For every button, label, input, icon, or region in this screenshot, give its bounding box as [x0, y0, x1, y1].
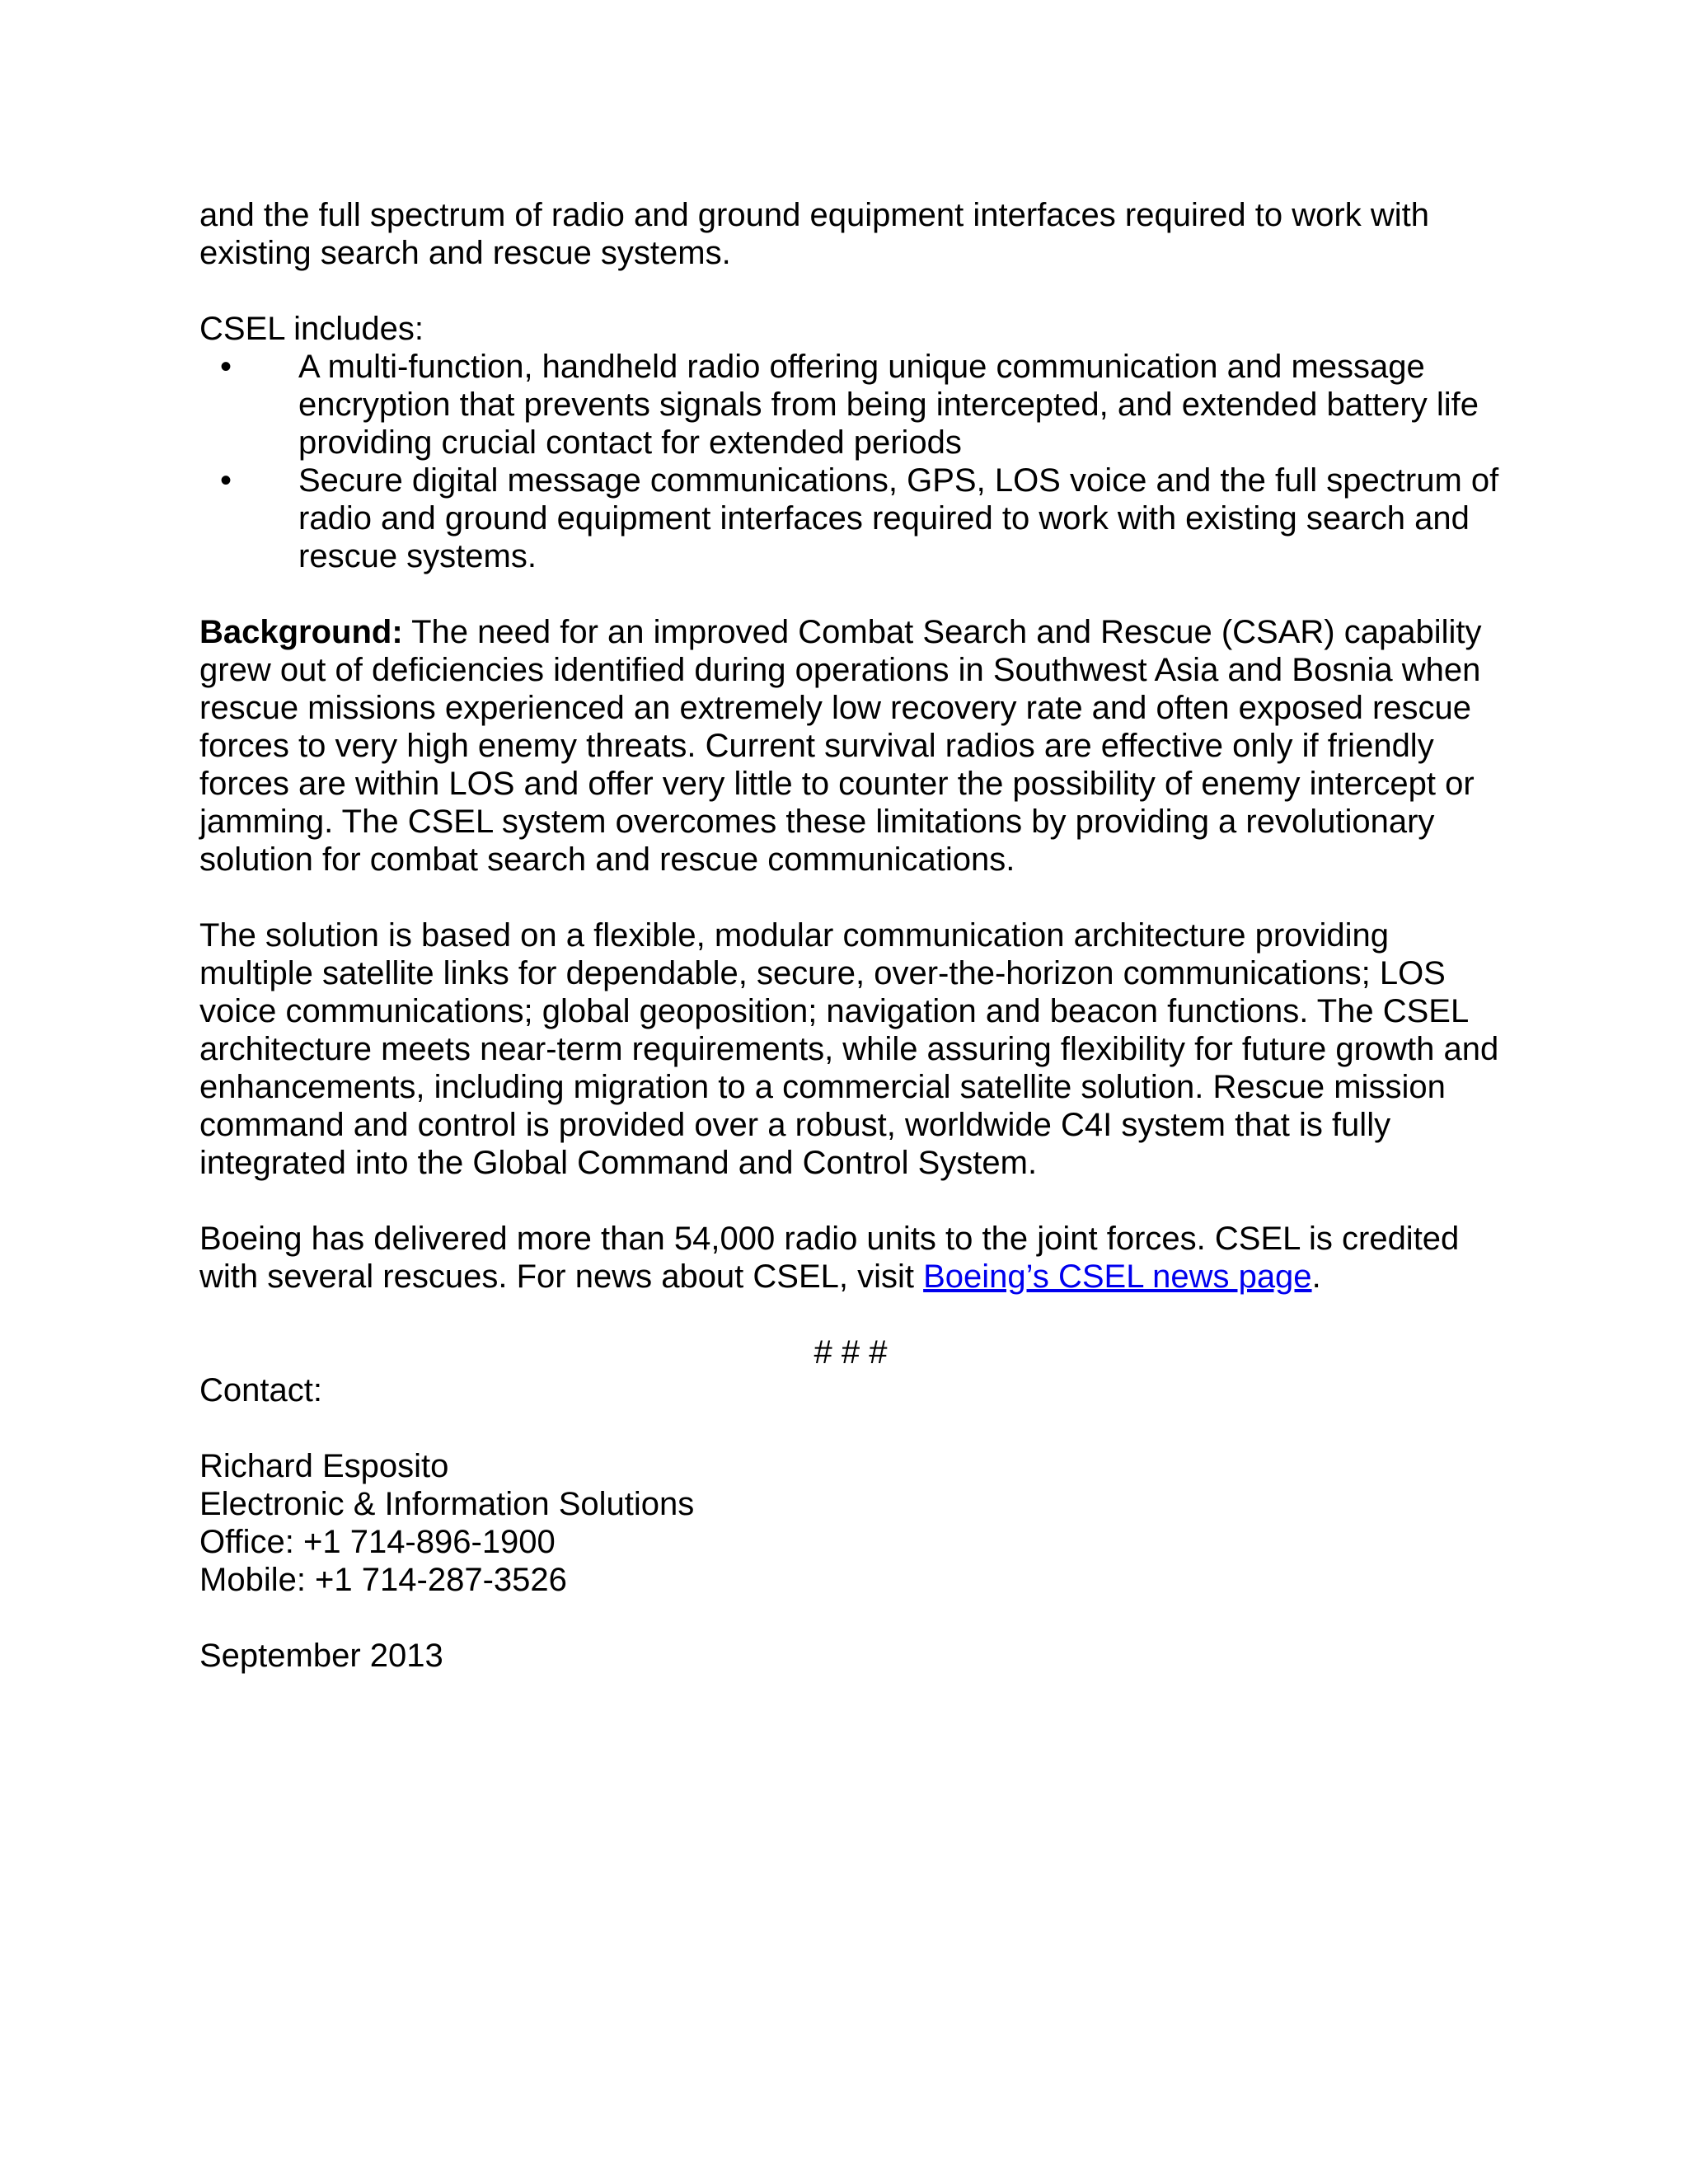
list-item-text: A multi-function, handheld radio offering unique communication and message encryption that prevents signals from being intercepted, and extended battery life providing crucial contact for extended periods — [298, 349, 1479, 461]
bullet-icon: • — [220, 462, 232, 499]
bullet-icon: • — [220, 349, 232, 385]
contact-name: Richard Esposito — [199, 1448, 449, 1484]
background-label: Background: — [199, 614, 403, 650]
end-marker: # # # — [814, 1334, 888, 1371]
list-item — [199, 462, 1502, 575]
contact-organization: Electronic & Information Solutions — [199, 1486, 695, 1522]
csel-news-link[interactable]: Boeing’s CSEL news page — [923, 1258, 1312, 1295]
solution-paragraph: The solution is based on a flexible, modular communication architecture providing multiple satellite links for dependable, secure, over-the-horizon communications; LOS voice communications; global geoposition; navigation and beacon functions. The CSEL architecture meets near-term requirements, while assuring flexibility for future growth and enhancements, including migration to a commercial satellite solution. Rescue mission command and control is provided over a robust, worldwide C4I system that is fully integrated into the Global Command and Control System. — [199, 917, 1499, 1181]
contact-label: Contact: — [199, 1372, 322, 1408]
includes-label: CSEL includes: — [199, 311, 424, 347]
list-item — [199, 348, 1502, 462]
delivery-text-end: . — [1311, 1258, 1321, 1295]
background-paragraph — [199, 613, 1502, 879]
list-item-text: Secure digital message communications, GPS, LOS voice and the full spectrum of radio and ground equipment interfaces required to work with existing search and rescue systems. — [298, 462, 1499, 574]
includes-list — [199, 348, 1502, 575]
release-date: September 2013 — [199, 1638, 443, 1674]
delivery-paragraph — [199, 1220, 1502, 1296]
background-text: The need for an improved Combat Search and Rescue (CSAR) capability grew out of deficiencies identified during operations in Southwest Asia and Bosnia when rescue missions experienced an extremely low recovery rate and often exposed rescue forces to very high enemy threats. Current survival radios are effective only if friendly forces are within LOS and offer very little to counter the possibility of enemy intercept or jamming. The CSEL system overcomes these limitations by providing a revolutionary solution for combat search and rescue communications. — [199, 614, 1482, 878]
contact-block — [199, 1447, 1502, 1599]
contact-office-phone: Office: +1 714-896-1900 — [199, 1524, 556, 1560]
intro-continuation: and the full spectrum of radio and ground equipment interfaces required to work with existing search and rescue systems. — [199, 197, 1429, 271]
delivery-text: Boeing has delivered more than 54,000 radio units to the joint forces. CSEL is credited with several rescues. For news about CSEL, visit — [199, 1221, 1460, 1295]
contact-mobile-phone: Mobile: +1 714-287-3526 — [199, 1562, 567, 1598]
document-page — [199, 196, 1502, 1713]
